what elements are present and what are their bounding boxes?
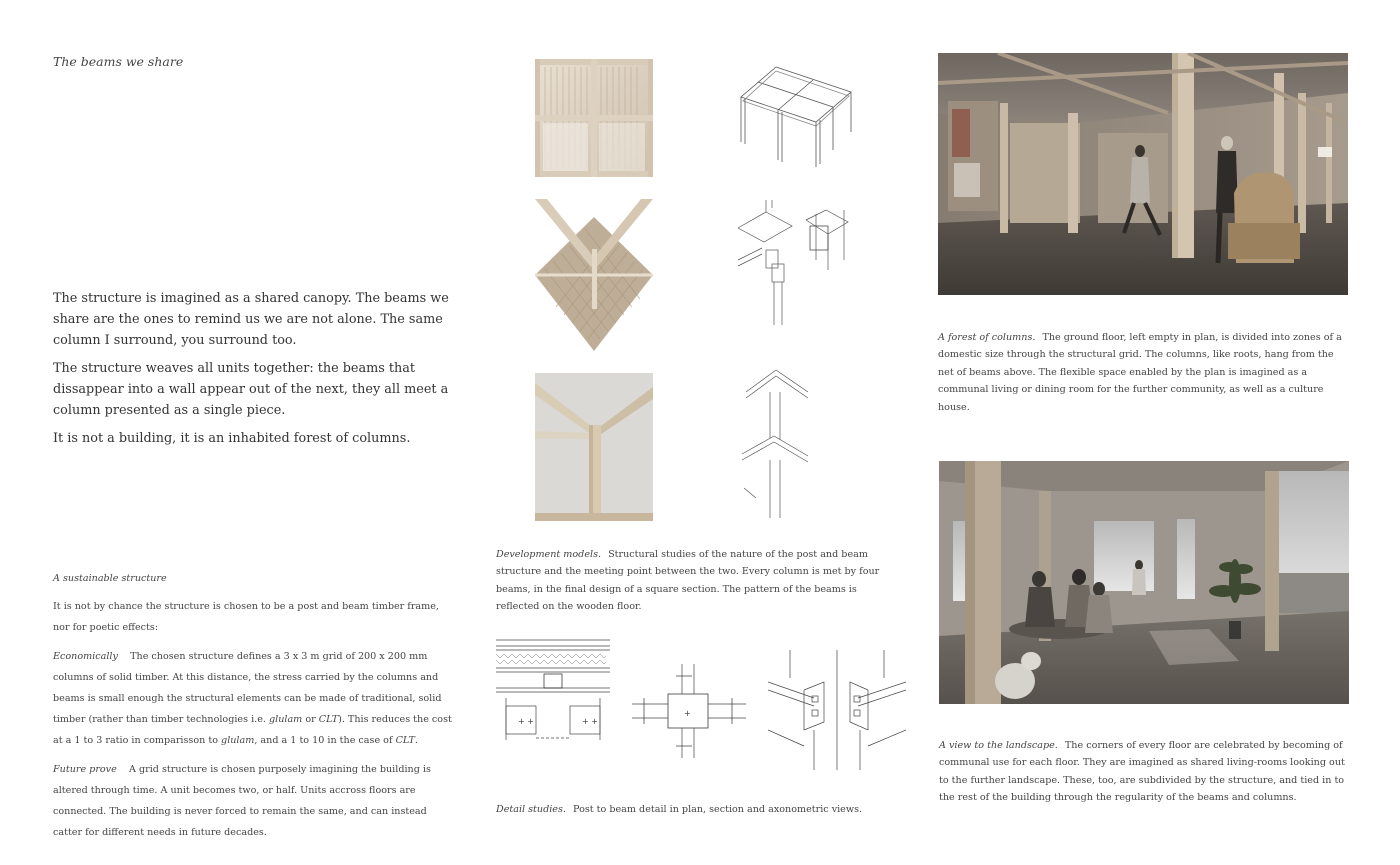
model-photo-junction [535,373,653,521]
detail-caption-lead: Detail studies. [496,804,566,815]
render-view-to-landscape [939,461,1349,704]
detail-plan-drawing [632,664,746,758]
sustainable-heading: A sustainable structure [53,573,167,584]
landscape-caption-lead: A view to the landscape. [939,740,1058,751]
future-prove-paragraph: Future prove A grid structure is chosen purposely imagining the building is altered through time. A unit becomes two, or half. Units accross floors are connected. The building is never forced to remain the same, and can instead catter for different needs in future decades. [53,763,431,839]
model-photo-diagonal [535,199,653,351]
forest-caption-lead: A forest of columns. [938,332,1036,343]
model-photo-top-view [535,59,653,177]
sustainable-structure-section [53,568,458,850]
economically-lead: Economically [53,650,118,662]
intro-paragraph-2: The structure weaves all units together: the beams that dissappear into a wall appear out of the next, they all meet a column presented as a single piece. [53,361,449,418]
svg-text:+ +: + + [518,717,534,726]
future-prove-lead: Future prove [53,763,117,775]
sketch-axonometric-grid [736,62,854,174]
intro-text [53,288,463,456]
svg-text:+: + [684,709,691,718]
render-forest-of-columns [938,53,1348,295]
development-caption: Development models. Structural studies of the nature of the post and beam structure and the meeting point between the two. Every column is met by four beams, in the final design of a square section. The pattern of the beams is reflected on the wooden floor. [496,549,880,613]
detail-caption: Detail studies. Post to beam detail in plan, section and axonometric views. [496,804,863,815]
economically-paragraph: Economically The chosen structure defines a 3 x 3 m grid of 200 x 200 mm columns of solid timber. At this distance, the stress carried by the columns and beams is small enough the structural elements can be made of traditional, solid timber (rather than timber technologies i.e. glulam or CLT). This reduces the cost at a 1 to 3 ratio in comparisson to glulam, and a 1 to 10 in the case of CLT. [53,650,452,747]
svg-text:+ +: + + [582,717,598,726]
sustainable-intro: It is not by chance the structure is chosen to be a post and beam timber frame, nor for poetic effects: [53,601,439,634]
forest-caption: A forest of columns. The ground floor, left empty in plan, is divided into zones of a domestic size through the structural grid. The columns, like roots, hang from the net of beams above. The flexible space enabled by the plan is imagined as a communal living or dining room for the further community, as well as a culture house. [938,332,1342,413]
sketch-corner-detail [736,368,854,520]
sketch-junction-exploded [736,200,854,328]
landscape-caption: A view to the landscape. The corners of every floor are celebrated by becoming of communal use for each floor. They are imagined as shared living-rooms looking out to the further landscape. These, too, are subdivided by the structure, and tied in to the rest of the building through the regularity of the beams and columns. [939,740,1345,804]
detail-section-drawing [496,632,610,744]
intro-paragraph-3: It is not a building, it is an inhabited forest of columns. [53,431,411,446]
development-caption-lead: Development models. [496,549,602,560]
page-title: The beams we share [53,54,184,69]
intro-paragraph-1: The structure is imagined as a shared canopy. The beams we share are the ones to remind us we are not alone. The same column I surround, you surround too. [53,291,449,348]
detail-axonometric-drawing [768,650,906,770]
